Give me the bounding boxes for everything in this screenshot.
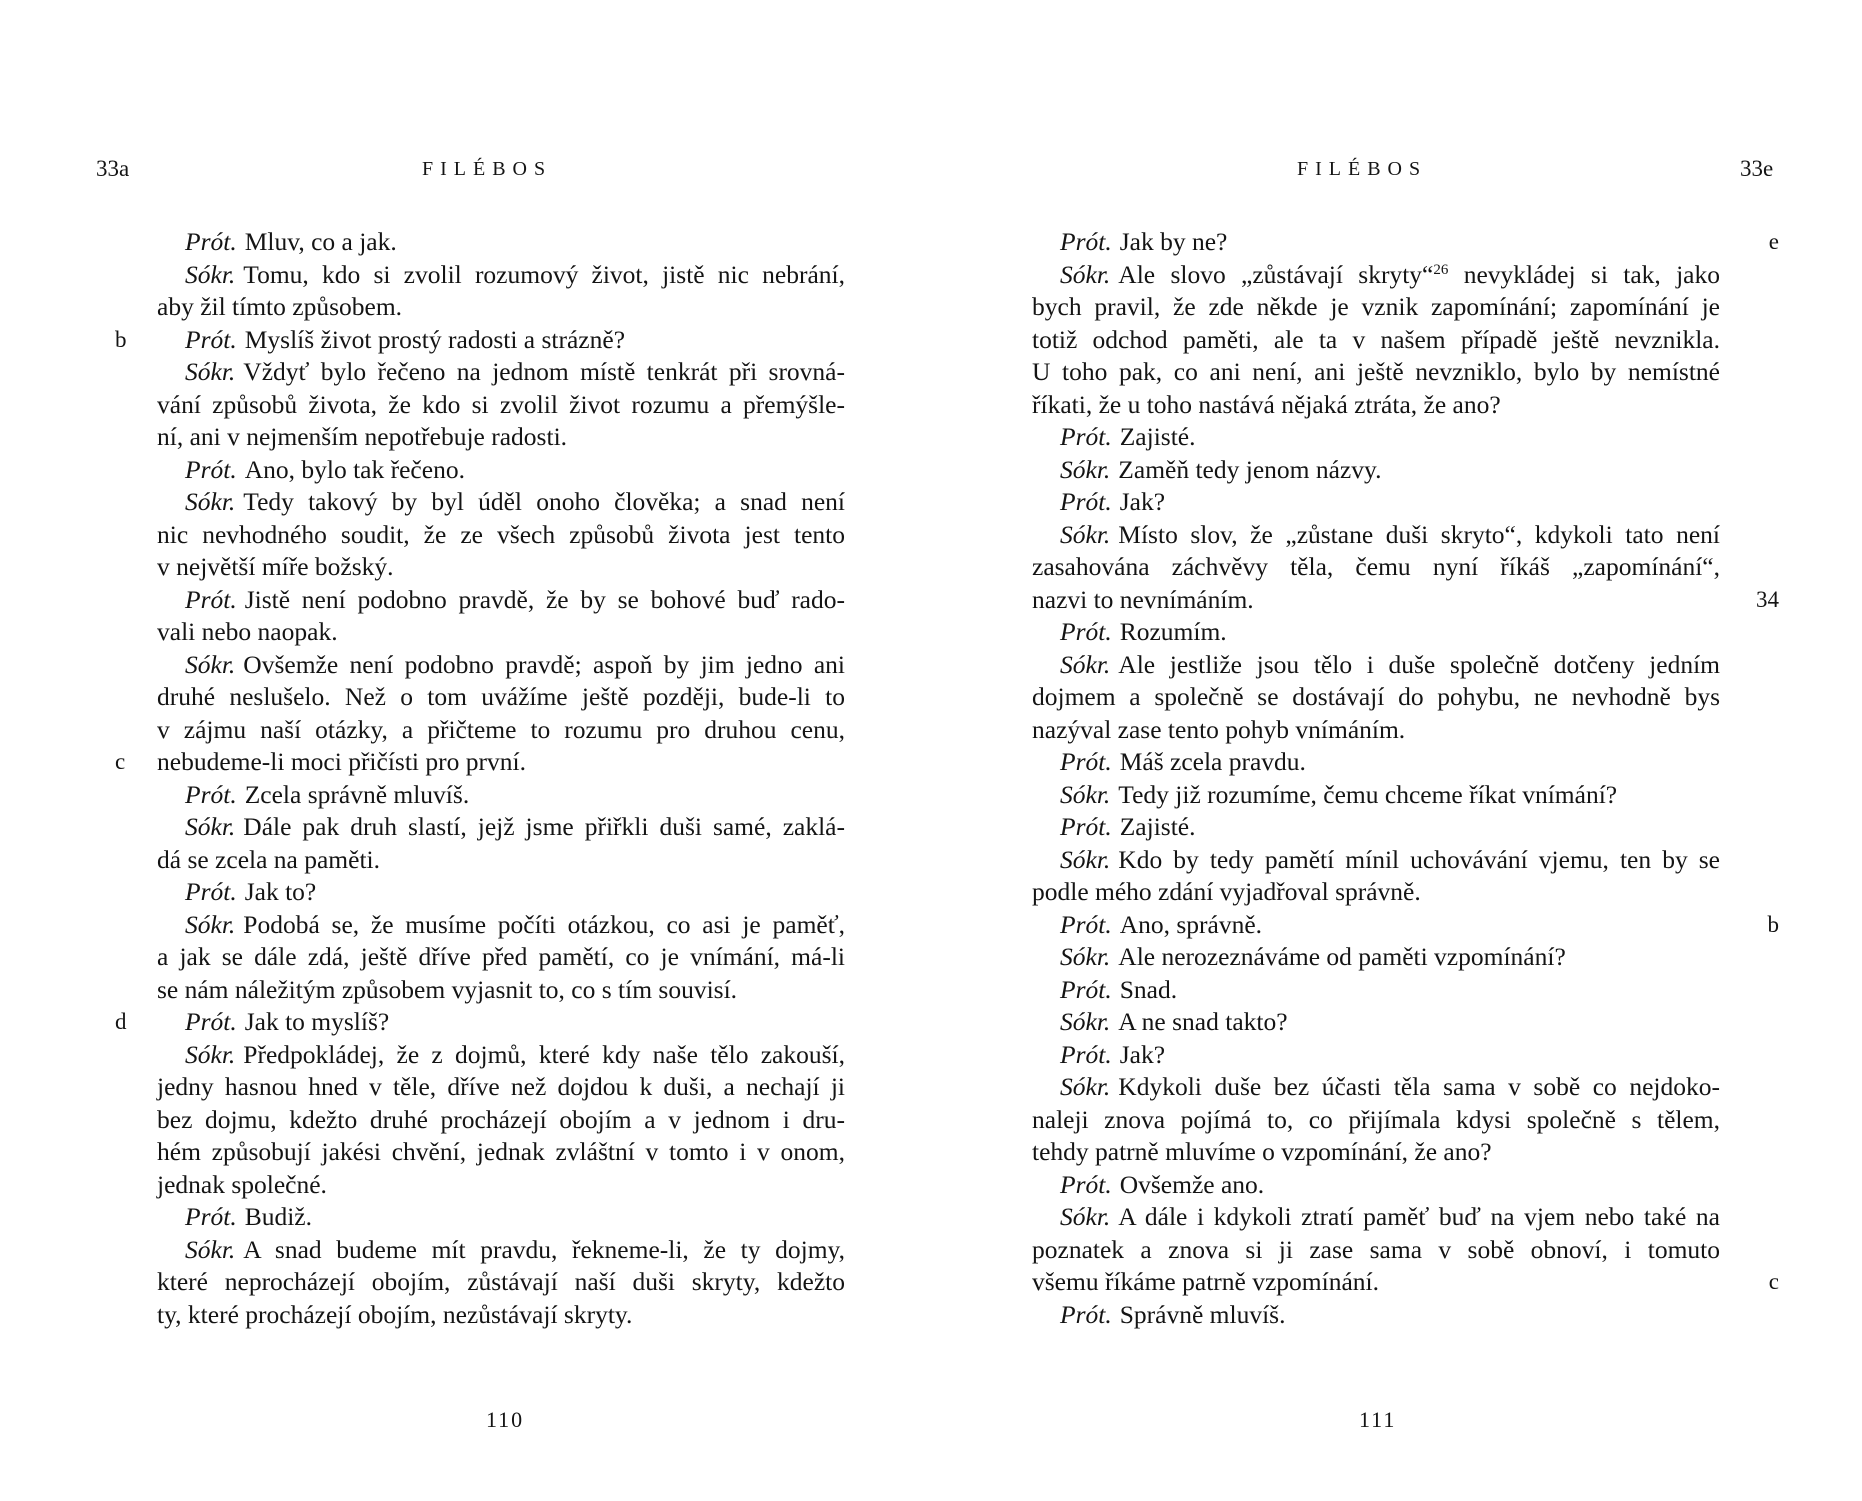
line-content [157,584,845,617]
line-text: ty, které procházejí obojím, nezůstávají skryty. [157,1299,633,1329]
line-text: vání způsobů života, že kdo si zvolil život rozumu a přemýšle- [157,389,845,419]
line-content [157,649,845,682]
line-content [1032,259,1720,292]
line-text: Podobá se, že musíme počíti otázkou, co asi je paměť, [243,909,845,939]
speaker-label: Prót. [185,877,237,906]
line-text: Tedy takový by byl úděl onoho člověka; a snad není [243,487,845,516]
speaker-label: Prót. [1060,1039,1112,1069]
line-content [1032,941,1720,974]
line-text: naleji znova pojímá to, co přijímala kdysi společně s tělem, [1032,1104,1720,1134]
line-content [157,1299,845,1332]
line-text: Ovšemže ano. [1119,1169,1265,1199]
line-text: říkati, že u toho nastává nějaká ztráta, že ano? [1032,389,1501,419]
line-content [157,421,845,454]
line-content [1032,876,1720,909]
text-line [1032,974,1720,1007]
line-text: Kdykoli duše bez účasti těla sama v sobě co nejdoko- [1118,1072,1720,1101]
line-content [1032,584,1720,617]
speaker-label: Sókr. [185,357,236,386]
text-line [1032,1266,1779,1299]
line-text: Jak to? [244,877,317,906]
line-text: Máš zcela pravdu. [1119,747,1306,776]
line-text: všemu říkáme patrně vzpomínání. [1032,1267,1379,1296]
text-line [157,616,845,649]
text-line [157,291,845,324]
speaker-label: Prót. [1060,227,1112,256]
running-head: FILÉBOS [422,158,553,180]
line-content [157,974,845,1007]
line-content [157,616,845,649]
line-text: poznatek a znova si ji zase sama v sobě obnoví, i tomuto [1032,1234,1720,1264]
line-text: Jak? [1119,1039,1166,1069]
line-text: Zcela správně mluvíš. [244,779,470,809]
line-content [1032,1299,1720,1332]
text-line [1032,1136,1720,1169]
line-content [1032,1201,1720,1234]
text-line [157,811,845,844]
line-text: dá se zcela na paměti. [157,844,381,874]
speaker-label: Prót. [185,454,237,484]
line-text: které neprocházejí obojím, zůstávají naší duši skryty, kdežto [157,1267,845,1296]
line-content [1032,1234,1720,1267]
speaker-label: Sókr. [1060,454,1111,484]
line-content [157,324,845,357]
line-text: vali nebo naopak. [157,617,338,646]
text-line [1032,941,1720,974]
text-line [1032,1104,1720,1137]
line-content [1032,389,1720,422]
speaker-label: Prót. [1060,487,1112,516]
text-line [1032,1071,1720,1104]
line-text: Vždyť bylo řečeno na jednom místě tenkrát při srovná- [243,357,845,386]
line-content [157,681,845,714]
line-content [157,1234,845,1267]
line-content [1032,1136,1720,1169]
line-text: Tomu, kdo si zvolil rozumový život, jistě nic nebrání, [243,259,845,289]
line-text: Budiž. [244,1202,313,1231]
line-content [1032,1104,1720,1137]
line-content [1032,1039,1720,1072]
line-content [1032,291,1720,324]
text-line [157,1234,845,1267]
line-text: Myslíš život prostý radosti a strázně? [244,324,626,354]
text-line [1032,551,1720,584]
line-text: Snad. [1119,974,1178,1004]
line-content [157,779,845,812]
text-line [1032,616,1720,649]
line-text: nazýval zase tento pohyb vnímáním. [1032,714,1406,744]
text-line [157,909,845,942]
line-content [157,1266,845,1299]
text-line [1032,584,1779,617]
text-line [1032,811,1720,844]
line-text: hém způsobují jakési chvění, jednak zvláštní v tomto i v onom, [157,1137,845,1166]
line-content [157,519,845,552]
text-line [1032,389,1720,422]
text-line [1032,259,1720,292]
text-line [157,1266,845,1299]
line-content [1032,616,1720,649]
line-content [157,454,845,487]
line-content [157,1136,845,1169]
speaker-label: Sókr. [185,812,236,841]
line-text: ní, ani v nejmenším nepotřebuje radosti. [157,422,568,451]
line-content [1032,974,1720,1007]
section-reference: 33e [1740,156,1774,181]
dialogue-text [115,226,845,1331]
line-content [1032,714,1720,747]
speaker-label: Sókr. [1060,942,1111,971]
text-line [1032,486,1720,519]
speaker-label: Prót. [185,324,237,354]
margin-reference: e [1768,229,1779,254]
text-line [1032,291,1720,324]
line-content [1032,551,1720,584]
page-number: 110 [486,1407,525,1432]
line-text: jedny hasnou hned v těle, dříve než dojdou k duši, a nechají ji [157,1072,845,1101]
line-content [1032,681,1720,714]
line-content [1032,454,1720,487]
line-content [1032,811,1720,844]
speaker-label: Prót. [1060,422,1112,451]
text-line [157,551,845,584]
line-content [1032,779,1720,812]
line-content [1032,909,1720,942]
line-content [157,746,845,779]
speaker-label: Sókr. [185,1039,236,1069]
speaker-label: Sókr. [185,1234,236,1264]
speaker-label: Sókr. [1060,779,1111,809]
line-text: podle mého zdání vyjadřoval správně. [1032,877,1421,906]
text-line [157,519,845,552]
line-text: bych pravil, že zde někde je vznik zapomínání; zapomínání je [1032,292,1720,321]
text-line [157,259,845,292]
line-content [1032,1006,1720,1039]
line-text: a jak se dále zdá, ještě dříve před pamětí, co je vnímání, má-li [157,942,845,971]
line-text: A ne snad takto? [1118,1007,1288,1036]
speaker-label: Prót. [185,584,237,614]
line-text: nebudeme-li moci přičísti pro první. [157,747,526,776]
speaker-label: Prót. [1060,617,1112,646]
line-content [157,876,845,909]
footnote-marker: 26 [1433,261,1449,278]
speaker-label: Sókr. [1060,1007,1111,1036]
text-line [157,389,845,422]
text-line [1032,779,1720,812]
page-number: 111 [1359,1407,1397,1432]
line-text: nic nevhodného soudit, že ze všech způsobů života jest tento [157,519,845,549]
line-text: Místo slov, že „zůstane duši skryto“, kdykoli tato není [1118,519,1720,549]
line-text: Předpokládej, že z dojmů, které kdy naše tělo zakouší, [243,1039,845,1069]
line-text: Ovšemže není podobno pravdě; aspoň by jim jedno ani [243,649,845,679]
line-text: Ale slovo „zůstávají skryty“ [1118,259,1434,289]
line-text: tehdy patrně mluvíme o vzpomínání, že ano? [1032,1137,1492,1166]
text-line [1032,649,1720,682]
line-text: druhé neslušelo. Než o tom uvážíme ještě později, bude-li to [157,682,845,711]
speaker-label: Sókr. [1060,259,1111,289]
text-line [157,1136,845,1169]
line-content [157,844,845,877]
text-line [1032,1299,1720,1332]
line-text: nazvi to nevnímáním. [1032,584,1254,614]
line-content [1032,519,1720,552]
text-line [157,584,845,617]
text-line [1032,519,1720,552]
right-page [931,0,1862,1501]
margin-reference: b [115,326,127,352]
text-line [1032,844,1720,877]
line-text: v největší míře božský. [157,552,394,581]
line-text: Jak by ne? [1119,227,1228,256]
speaker-label: Prót. [1060,909,1112,939]
text-line [157,1201,845,1234]
text-line [115,1006,845,1039]
line-content [157,941,845,974]
speaker-label: Sókr. [185,487,236,516]
line-text: U toho pak, co ani není, ani ještě nevzniklo, bylo by nemístné [1032,357,1720,386]
speaker-label: Sókr. [1060,1202,1111,1231]
text-line [1032,909,1779,942]
speaker-label: Prót. [185,1007,237,1036]
text-line [157,356,845,389]
speaker-label: Sókr. [1060,519,1111,549]
text-line [1032,1234,1720,1267]
text-line [1032,1201,1720,1234]
text-line [157,714,845,747]
line-text: Mluv, co a jak. [244,227,397,256]
line-content [1032,356,1720,389]
text-line [1032,356,1720,389]
text-line [157,486,845,519]
line-text: Jak to myslíš? [244,1007,390,1036]
line-content [157,259,845,292]
line-content [1032,1169,1720,1202]
text-line [157,1071,845,1104]
section-reference: 33a [96,156,130,181]
line-text: Tedy již rozumíme, čemu chceme říkat vnímání? [1118,779,1618,809]
line-text: zasahována záchvěvy těla, čemu nyní říkáš „zapomínání“, [1032,552,1720,581]
text-line [157,681,845,714]
line-content [1032,226,1720,259]
text-line [157,1104,845,1137]
line-text: A dále i kdykoli ztratí paměť buď na vjem nebo také na [1118,1202,1720,1231]
line-content [1032,746,1720,779]
line-content [157,714,845,747]
line-content [157,1104,845,1137]
text-line [1032,1169,1720,1202]
speaker-label: Prót. [1060,1299,1112,1329]
line-text: Zajisté. [1119,422,1196,451]
line-content [157,811,845,844]
line-content [157,1201,845,1234]
text-line [157,779,845,812]
line-text: Správně mluvíš. [1119,1299,1286,1329]
line-content [157,909,845,942]
line-text: Jistě není podobno pravdě, že by se bohové buď rado- [244,584,845,614]
text-line [157,454,845,487]
text-line [1032,1006,1720,1039]
line-content [157,1039,845,1072]
margin-reference: b [1767,911,1779,937]
line-text: Ano, bylo tak řečeno. [244,454,465,484]
text-line [115,746,845,779]
line-content [157,1071,845,1104]
line-text: Zajisté. [1119,812,1196,841]
running-head: FILÉBOS [1297,158,1428,180]
line-content [1032,486,1720,519]
text-line [115,324,845,357]
speaker-label: Sókr. [1060,1072,1111,1101]
line-text: Ano, správně. [1119,909,1263,939]
text-line [157,1169,845,1202]
speaker-label: Sókr. [185,259,236,289]
speaker-label: Sókr. [185,909,236,939]
line-content [1032,844,1720,877]
margin-reference: d [115,1009,127,1034]
line-content [1032,649,1720,682]
speaker-label: Prót. [185,779,237,809]
line-content [157,1006,845,1039]
speaker-label: Sókr. [1060,844,1111,874]
text-line [1032,876,1720,909]
line-content [1032,1266,1720,1299]
text-line [1032,681,1720,714]
dialogue-text [1032,226,1779,1331]
text-line [157,1299,845,1332]
text-line [157,941,845,974]
line-text: Dále pak druh slastí, jejž jsme přiřkli duši samé, zaklá- [243,812,845,841]
speaker-label: Prót. [1060,812,1112,841]
line-text: Rozumím. [1119,617,1227,646]
line-content [157,226,845,259]
line-text: dojmem a společně se dostávají do pohybu, ne nevhodně bys [1032,682,1720,711]
line-content [157,1169,845,1202]
text-line [1032,454,1720,487]
line-text: totiž odchod paměti, ale ta v našem případě ještě nevznikla. [1032,324,1720,354]
line-text: jednak společné. [157,1169,327,1199]
line-text: v zájmu naší otázky, a přičteme to rozumu pro druhou cenu, [157,714,845,744]
line-content [157,551,845,584]
margin-reference: c [1768,1269,1779,1294]
line-text: Ale nerozeznáváme od paměti vzpomínání? [1118,942,1566,971]
text-line [1032,324,1720,357]
text-line [1032,1039,1720,1072]
speaker-label: Prót. [1060,974,1112,1004]
speaker-label: Prót. [185,1202,237,1231]
speaker-label: Sókr. [1060,649,1111,679]
speaker-label: Prót. [1060,1169,1112,1199]
line-content [1032,324,1720,357]
text-line [157,649,845,682]
line-text-continued: nevykládej si tak, jako [1448,259,1720,289]
text-line [157,421,845,454]
speaker-label: Prót. [185,227,237,256]
line-text: Jak? [1119,487,1166,516]
text-line [157,1039,845,1072]
text-line [1032,714,1720,747]
text-line [1032,746,1720,779]
speaker-label: Prót. [1060,747,1112,776]
line-text: Zaměň tedy jenom názvy. [1118,454,1382,484]
line-text: bez dojmu, kdežto druhé procházejí obojím a v jednom i dru- [157,1104,845,1134]
text-line [157,844,845,877]
line-content [1032,1071,1720,1104]
line-content [157,356,845,389]
line-content [1032,421,1720,454]
line-text: A snad budeme mít pravdu, řekneme-li, že ty dojmy, [243,1234,845,1264]
text-line [157,876,845,909]
line-text: Ale jestliže jsou tělo i duše společně dotčeny jedním [1118,649,1720,679]
text-line [1032,226,1779,259]
line-text: Kdo by tedy pamětí mínil uchovávání vjemu, ten by se [1118,844,1720,874]
line-content [157,389,845,422]
text-line [1032,421,1720,454]
text-line [157,226,845,259]
margin-reference: 34 [1756,586,1779,612]
speaker-label: Sókr. [185,649,236,679]
text-line [157,974,845,1007]
margin-reference: c [115,749,126,774]
line-content [157,486,845,519]
line-text: aby žil tímto způsobem. [157,292,403,321]
line-text: se nám náležitým způsobem vyjasnit to, co s tím souvisí. [157,974,738,1004]
line-content [157,291,845,324]
